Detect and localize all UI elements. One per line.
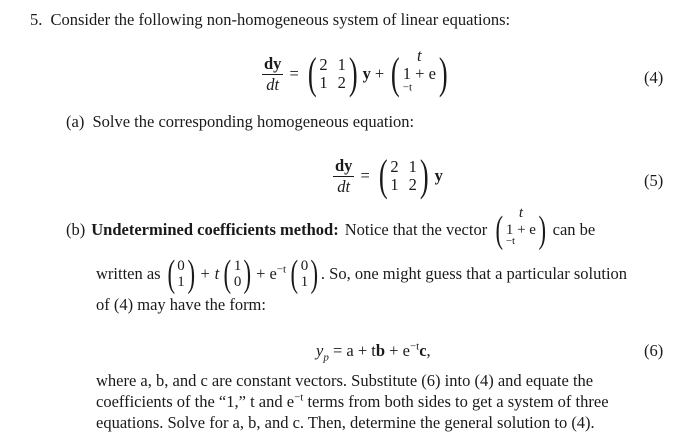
vector-01: 0 1 xyxy=(177,257,185,290)
problem-header xyxy=(30,10,510,30)
equation-5: $\frac{dy}{dt}$ = ( 2 1 1 2 ) y xyxy=(335,151,443,200)
part-b-line-1: (b) Undetermined coefficients method: Notice that the vector ( t 1 + e $^{-t}$ ) can be xyxy=(66,208,595,252)
derivative-fraction: $\frac{dy}{dt}$ xyxy=(264,54,282,94)
part-b-label: (b) xyxy=(66,220,86,239)
equation-4: $\frac{dy}{dt}$ = ( 2 1 1 2 ) y + ( t 1 + e $^{-t}$ ) xyxy=(262,46,451,102)
vector-01-b: 0 1 xyxy=(300,257,309,290)
equation-tag-5: (5) xyxy=(644,171,664,190)
plus-sign: + xyxy=(374,64,385,83)
paragraph-line-2: coefficients of the “1,” t and $e^{-t}$ terms from both sides to get a system of three xyxy=(96,391,609,411)
coefficient-matrix-5: 2 1 1 2 xyxy=(390,156,417,194)
paragraph-line-1: where a, b, and c are constant vectors. Substitute (6) into (4) and equate the xyxy=(96,371,594,390)
coefficient-matrix: 2 1 1 2 xyxy=(319,54,346,92)
part-b-line-3: of (4) may have the form: xyxy=(96,295,266,314)
equation-tag-4: (4) xyxy=(644,68,664,87)
left-paren: ( xyxy=(307,49,317,98)
forcing-vector-inline: t 1 + e $^{-t}$ xyxy=(505,205,536,248)
equation-tag-6: (6) xyxy=(644,341,664,360)
part-b-heading: Undetermined coefficients method: xyxy=(91,220,339,239)
problem-number: 5. xyxy=(30,10,43,29)
vector-y: y xyxy=(362,64,371,83)
part-a xyxy=(66,112,414,132)
paragraph-line-3: equations. Solve for a, b, and c. Then, determine the general solution to (4). xyxy=(96,413,595,432)
vector-10: 1 0 xyxy=(233,257,242,290)
right-paren: ) xyxy=(348,49,358,98)
equals-sign: = xyxy=(289,64,299,83)
part-a-text: Solve the corresponding homogeneous equation: xyxy=(92,112,415,131)
part-a-label: (a) xyxy=(66,112,85,131)
equation-6: $y_p = a$ + tb + $e^{-t}c$, xyxy=(316,340,431,364)
forcing-vector: t 1 + e $^{-t}$ xyxy=(402,45,436,94)
problem-intro: Consider the following non-homogeneous system of linear equations: xyxy=(50,10,511,29)
part-b-line-2: written as ( 0 1 ) + t ( 1 0 ) + $e^{-t}$ ( 0 1 ) . So, one might guess that a particular solution xyxy=(96,253,628,295)
